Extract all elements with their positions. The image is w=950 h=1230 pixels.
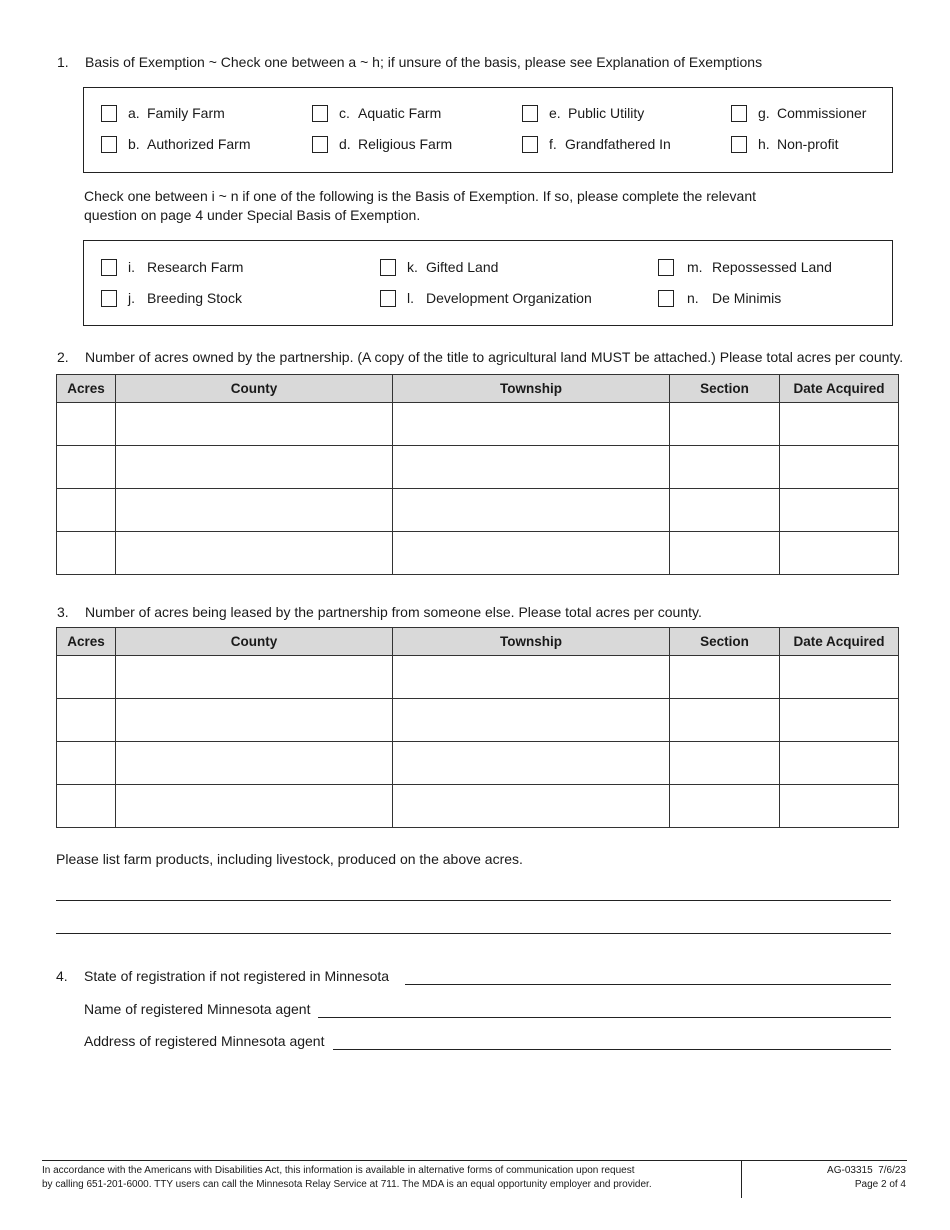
special-basis-line-1: Check one between i ~ n if one of the following is the Basis of Exemption. If so, please complete the relevant (84, 188, 756, 204)
section-cell[interactable] (670, 785, 780, 828)
checkbox[interactable] (522, 105, 538, 122)
checkbox[interactable] (380, 290, 396, 307)
option-letter: j. (128, 290, 135, 306)
section-cell[interactable] (670, 403, 780, 446)
checkbox[interactable] (312, 136, 328, 153)
township-cell[interactable] (393, 656, 670, 699)
option-letter: m. (687, 259, 703, 275)
header-section: Section (670, 375, 780, 403)
question-2 (57, 349, 937, 369)
special-basis-instructions (84, 187, 904, 225)
footer-form-id: AG-03315 7/6/23 (827, 1165, 906, 1176)
table-row (57, 489, 899, 532)
option-label: Grandfathered In (565, 136, 671, 152)
township-cell[interactable] (393, 742, 670, 785)
section-cell[interactable] (670, 446, 780, 489)
table-header-row (57, 628, 899, 656)
footer-divider (42, 1160, 907, 1161)
checkbox[interactable] (731, 136, 747, 153)
table-row (57, 403, 899, 446)
footer-vertical-divider (741, 1160, 742, 1198)
county-cell[interactable] (116, 656, 393, 699)
option-label: Commissioner (777, 105, 867, 121)
date-acquired-cell[interactable] (780, 742, 899, 785)
footer-ada-line-2: by calling 651-201-6000. TTY users can call the Minnesota Relay Service at 711. The MDA is an equal opportunity employer and provider. (42, 1179, 652, 1190)
checkbox[interactable] (522, 136, 538, 153)
table-row (57, 742, 899, 785)
section-cell[interactable] (670, 699, 780, 742)
agent-address-field[interactable] (333, 1049, 891, 1050)
option-letter: k. (407, 259, 418, 275)
acres-cell[interactable] (57, 403, 116, 446)
farm-products-line-1[interactable] (56, 900, 891, 901)
acres-cell[interactable] (57, 742, 116, 785)
date-acquired-cell[interactable] (780, 489, 899, 532)
option-letter: b. (128, 136, 140, 152)
option-letter: e. (549, 105, 561, 121)
table-row (57, 656, 899, 699)
date-acquired-cell[interactable] (780, 785, 899, 828)
option-letter: c. (339, 105, 350, 121)
date-acquired-cell[interactable] (780, 403, 899, 446)
question-1 (57, 54, 917, 74)
county-cell[interactable] (116, 446, 393, 489)
option-letter: i. (128, 259, 135, 275)
section-cell[interactable] (670, 532, 780, 575)
checkbox[interactable] (101, 136, 117, 153)
question-3-number: 3. (57, 604, 69, 620)
agent-name-label: Name of registered Minnesota agent (84, 1001, 311, 1017)
option-label: Breeding Stock (147, 290, 242, 306)
county-cell[interactable] (116, 532, 393, 575)
header-county: County (116, 375, 393, 403)
section-cell[interactable] (670, 742, 780, 785)
exemption-a-h-box (83, 87, 893, 173)
special-basis-line-2: question on page 4 under Special Basis of Exemption. (84, 207, 421, 223)
option-letter: n. (687, 290, 699, 306)
township-cell[interactable] (393, 403, 670, 446)
question-3-title: Number of acres being leased by the partnership from someone else. Please total acres per county. (85, 604, 702, 620)
option-letter: d. (339, 136, 351, 152)
option-label: Authorized Farm (147, 136, 251, 152)
footer-form-info (827, 1164, 906, 1192)
header-township: Township (393, 375, 670, 403)
acres-cell[interactable] (57, 446, 116, 489)
township-cell[interactable] (393, 699, 670, 742)
checkbox[interactable] (101, 105, 117, 122)
checkbox[interactable] (101, 290, 117, 307)
checkbox[interactable] (101, 259, 117, 276)
township-cell[interactable] (393, 785, 670, 828)
date-acquired-cell[interactable] (780, 656, 899, 699)
checkbox[interactable] (731, 105, 747, 122)
header-date-acquired: Date Acquired (780, 375, 899, 403)
township-cell[interactable] (393, 532, 670, 575)
question-2-number: 2. (57, 349, 69, 365)
question-1-number: 1. (57, 54, 69, 70)
farm-products-line-2[interactable] (56, 933, 891, 934)
option-label: Development Organization (426, 290, 592, 306)
township-cell[interactable] (393, 446, 670, 489)
date-acquired-cell[interactable] (780, 699, 899, 742)
date-acquired-cell[interactable] (780, 532, 899, 575)
table-header-row (57, 375, 899, 403)
agent-name-field[interactable] (318, 1017, 891, 1018)
option-label: Gifted Land (426, 259, 499, 275)
header-county: County (116, 628, 393, 656)
checkbox[interactable] (658, 290, 674, 307)
option-letter: l. (407, 290, 414, 306)
checkbox[interactable] (380, 259, 396, 276)
option-label: Repossessed Land (712, 259, 832, 275)
question-3 (57, 604, 917, 624)
state-of-registration-label: State of registration if not registered in Minnesota (84, 968, 390, 984)
acres-cell[interactable] (57, 532, 116, 575)
question-4-number: 4. (56, 968, 68, 984)
option-label: Public Utility (568, 105, 645, 121)
option-label: De Minimis (712, 290, 782, 306)
state-of-registration-field[interactable] (405, 984, 891, 985)
owned-acres-table (56, 374, 899, 575)
table-row (57, 446, 899, 489)
option-label: Non-profit (777, 136, 839, 152)
county-cell[interactable] (116, 699, 393, 742)
checkbox[interactable] (312, 105, 328, 122)
option-letter: a. (128, 105, 140, 121)
date-acquired-cell[interactable] (780, 446, 899, 489)
question-2-title: Number of acres owned by the partnership. (A copy of the title to agricultural land MUST be attached.) Please total acres per county. (85, 349, 904, 365)
acres-cell[interactable] (57, 489, 116, 532)
table-row (57, 699, 899, 742)
option-letter: f. (549, 136, 557, 152)
county-cell[interactable] (116, 785, 393, 828)
header-date-acquired: Date Acquired (780, 628, 899, 656)
farm-products-prompt: Please list farm products, including livestock, produced on the above acres. (56, 851, 523, 867)
option-label: Aquatic Farm (358, 105, 442, 121)
county-cell[interactable] (116, 742, 393, 785)
table-row (57, 785, 899, 828)
header-acres: Acres (57, 375, 116, 403)
acres-cell[interactable] (57, 656, 116, 699)
header-section: Section (670, 628, 780, 656)
table-row (57, 532, 899, 575)
footer-page-number: Page 2 of 4 (854, 1179, 906, 1190)
option-label: Family Farm (147, 105, 225, 121)
township-cell[interactable] (393, 489, 670, 532)
header-township: Township (393, 628, 670, 656)
county-cell[interactable] (116, 403, 393, 446)
county-cell[interactable] (116, 489, 393, 532)
option-label: Research Farm (147, 259, 244, 275)
exemption-i-n-box (83, 240, 893, 326)
section-cell[interactable] (670, 656, 780, 699)
option-letter: g. (758, 105, 770, 121)
checkbox[interactable] (658, 259, 674, 276)
option-letter: h. (758, 136, 770, 152)
acres-cell[interactable] (57, 785, 116, 828)
leased-acres-table (56, 627, 899, 828)
footer-ada-notice (42, 1164, 652, 1192)
acres-cell[interactable] (57, 699, 116, 742)
option-label: Religious Farm (358, 136, 453, 152)
section-cell[interactable] (670, 489, 780, 532)
question-1-title: Basis of Exemption ~ Check one between a ~ h; if unsure of the basis, please see Explanation of Exemptions (85, 54, 763, 70)
header-acres: Acres (57, 628, 116, 656)
footer-ada-line-1: In accordance with the Americans with Disabilities Act, this information is available in alternative forms of communication upon request (42, 1165, 635, 1176)
agent-address-label: Address of registered Minnesota agent (84, 1033, 325, 1049)
